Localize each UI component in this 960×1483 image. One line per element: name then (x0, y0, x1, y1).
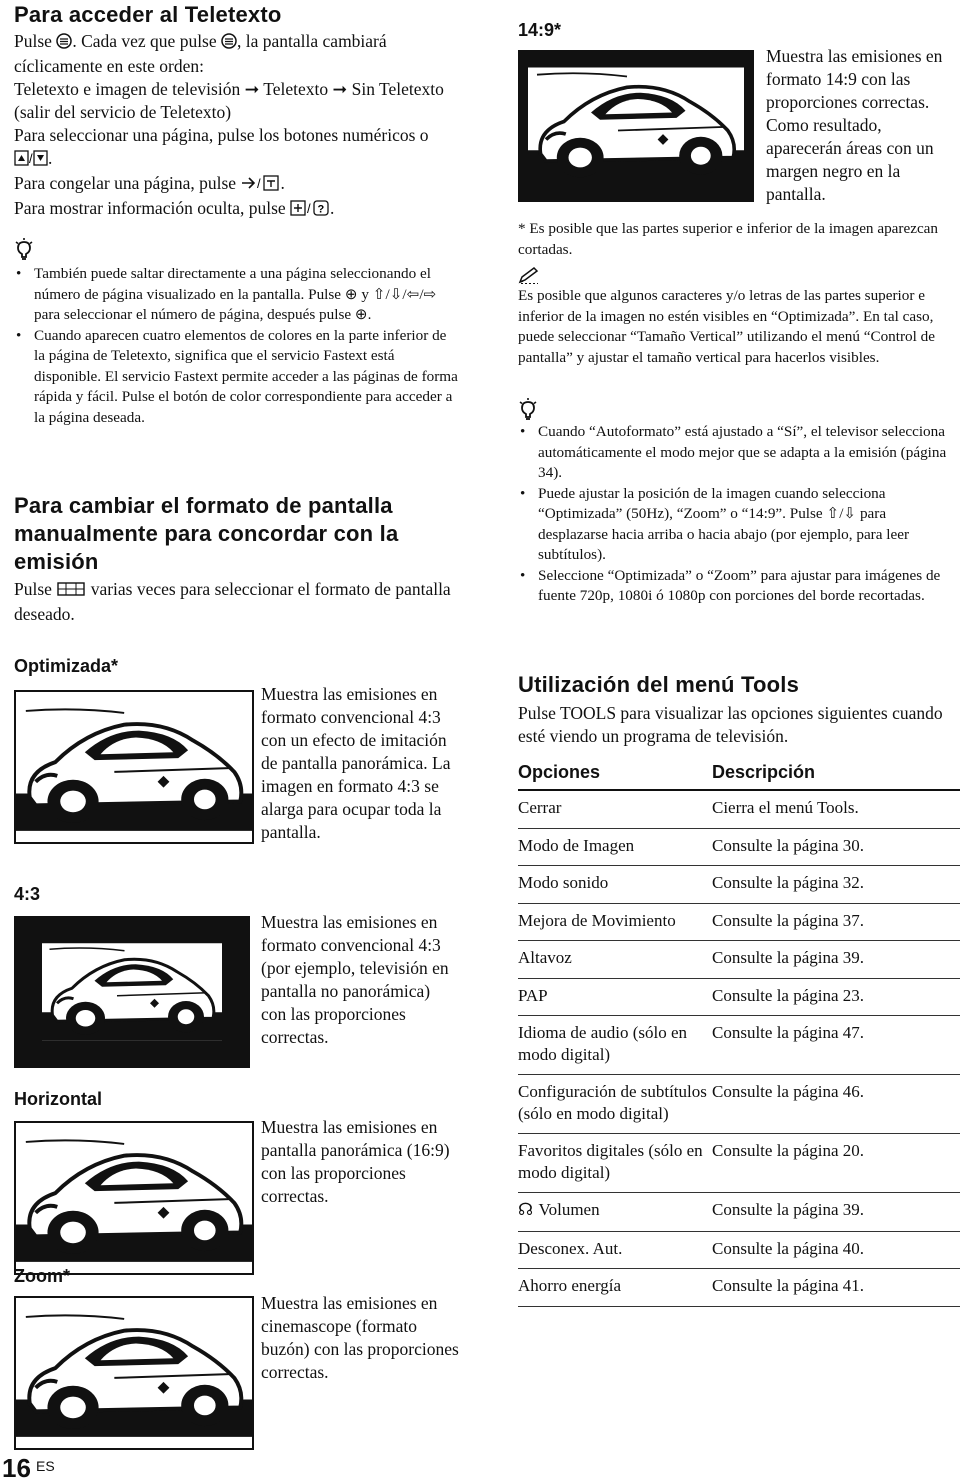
text: Pulse (14, 579, 57, 599)
format-tips (518, 422, 958, 607)
table-row (518, 1269, 960, 1307)
desc-cell: Consulte la página 40. (712, 1231, 960, 1269)
desc-cell: Cierra el menú Tools. (712, 790, 960, 828)
desc-cell: Consulte la página 32. (712, 866, 960, 904)
table-row (518, 1231, 960, 1269)
ok-button-icon: ⊕ (344, 285, 358, 303)
page-number: 16 (2, 1453, 31, 1483)
text: para desplazarse hacia arriba o hacia abajo (por ejemplo, para leer subtítulos). (538, 505, 910, 563)
format-label-optimizada: Optimizada* (14, 656, 119, 676)
up-down-arrows-icon: ⇧/⇩ (826, 505, 857, 522)
teletext-body (14, 30, 459, 222)
table-row (518, 1075, 960, 1134)
option-cell: Idioma de audio (sólo en modo digital) (518, 1016, 712, 1075)
format-note: Es posible que algunos caracteres y/o letras de las partes superior e inferior de la imagen no estén visibles en “Optimizada”. En tal caso, puede seleccionar “Tamaño Vertical” utilizando el menú “Control de pantalla” y ajustar el tamaño vertical para hacerlos visibles. (518, 287, 935, 366)
language-code: ES (36, 1458, 55, 1474)
car-image-optimizada (14, 690, 254, 844)
format-label-14-9: 14:9* (518, 20, 562, 40)
svg-text:/: / (307, 201, 311, 216)
table-row (518, 866, 960, 904)
arrow-keys-icon: ⇧/⇩/⇦/⇨ (372, 285, 437, 303)
col-header-description: Descripción (712, 758, 960, 790)
hint-bulb-icon (14, 238, 34, 262)
teletext-paragraph-4: Para mostrar información oculta, pulse / ? . (14, 197, 459, 222)
format-intro (14, 578, 459, 626)
tools-table (518, 758, 960, 1307)
option-cell (518, 1193, 712, 1232)
svg-text:?: ? (317, 203, 325, 216)
desc-cell: Consulte la página 46. (712, 1075, 960, 1134)
teletext-button-icon (56, 32, 72, 55)
teletext-title: Para acceder al Teletexto (14, 2, 282, 27)
teletext-paragraph-1 (14, 30, 459, 78)
format-desc-4-3: Muestra las emisiones en formato convencional 4:3 (por ejemplo, televisión en pantalla no panorámica) con las proporciones correctas. (261, 912, 449, 1047)
wide-mode-icon (56, 580, 86, 603)
table-row (518, 1134, 960, 1193)
table-row (518, 941, 960, 979)
hold-icon (240, 174, 280, 197)
option-cell: Desconex. Aut. (518, 1231, 712, 1269)
car-image-14-9 (528, 54, 744, 198)
car-image-4-3 (42, 918, 222, 1066)
text: varias veces para seleccionar el formato de pantalla deseado. (14, 579, 451, 624)
tools-intro: Pulse TOOLS para visualizar las opciones siguientes cuando esté viendo un programa de televisión. (518, 703, 943, 746)
text: Volumen (538, 1200, 600, 1219)
table-row (518, 903, 960, 941)
table-row (518, 1193, 960, 1232)
table-row (518, 1016, 960, 1075)
text: Sin Teletexto (salir del servicio de Teletexto) (14, 79, 444, 122)
desc-cell: Consulte la página 39. (712, 941, 960, 979)
format-label-zoom: Zoom* (14, 1266, 70, 1286)
table-header-row (518, 758, 960, 790)
option-cell: Modo sonido (518, 866, 712, 904)
teletext-paragraph-2: Para seleccionar una página, pulse los botones numéricos o / . (14, 124, 459, 172)
option-cell: PAP (518, 978, 712, 1016)
desc-cell: Consulte la página 23. (712, 978, 960, 1016)
format-desc-14-9: Muestra las emisiones en formato 14:9 con las proporciones correctas. Como resultado, aparecerán áreas con un margen negro en la pantalla. (766, 46, 943, 204)
text: para seleccionar el número de página, después pulse (34, 306, 355, 323)
list-item (518, 484, 958, 566)
desc-cell: Consulte la página 20. (712, 1134, 960, 1193)
text: Para congelar una página, pulse (14, 173, 241, 193)
car-image-horizontal (14, 1121, 254, 1275)
ok-button-icon: ⊕ (354, 306, 368, 323)
desc-cell: Consulte la página 30. (712, 828, 960, 866)
page-up-down-icon (14, 149, 48, 172)
format-desc-horizontal: Muestra las emisiones en pantalla panorámica (16:9) con las proporciones correctas. (261, 1117, 450, 1206)
desc-cell: Consulte la página 37. (712, 903, 960, 941)
text: Pulse (14, 31, 57, 51)
list-item: • Cuando “Autoformato” está ajustado a “Sí”, el televisor selecciona automáticamente el modo mejor que se adapta a la emisión (página 34). (518, 422, 958, 484)
option-cell: Altavoz (518, 941, 712, 979)
table-row (518, 828, 960, 866)
text: , la pantalla cambiará cíclicamente en este orden: (14, 31, 387, 76)
option-cell: Favoritos digitales (sólo en modo digital) (518, 1134, 712, 1193)
svg-text:/: / (29, 151, 33, 166)
letterbox-frame (518, 50, 754, 202)
text: Teletexto e imagen de televisión (14, 79, 245, 99)
arrow-right-icon: ➞ (244, 79, 260, 99)
format-label-4-3: 4:3 (14, 884, 41, 904)
option-cell: Ahorro energía (518, 1269, 712, 1307)
text: . Cada vez que pulse (72, 31, 222, 51)
text: Teletexto (259, 79, 333, 99)
desc-cell: Consulte la página 41. (712, 1269, 960, 1307)
col-header-options: Opciones (518, 758, 712, 790)
table-row (518, 978, 960, 1016)
option-cell: Cerrar (518, 790, 712, 828)
format-label-horizontal: Horizontal (14, 1089, 102, 1109)
option-cell: Modo de Imagen (518, 828, 712, 866)
teletext-sequence (14, 78, 459, 124)
svg-text:/: / (257, 176, 262, 191)
tools-title: Utilización del menú Tools (518, 672, 800, 697)
format-footnote: * Es posible que las partes superior e inferior de la imagen aparezcan cortadas. (518, 220, 939, 258)
note-pencil-icon (518, 266, 540, 284)
option-cell: Mejora de Movimiento (518, 903, 712, 941)
option-cell: Configuración de subtítulos (sólo en modo digital) (518, 1075, 712, 1134)
reveal-icon (290, 199, 330, 222)
teletext-paragraph-3: Para congelar una página, pulse / . (14, 172, 459, 197)
text: Para mostrar información oculta, pulse (14, 198, 291, 218)
format-title: Para cambiar el formato de pantalla manualmente para concordar con la emisión (14, 493, 399, 574)
hint-bulb-icon (518, 398, 538, 422)
text: También puede saltar directamente a una página seleccionando el número de página visualizado en la pantalla. Pulse (34, 265, 432, 303)
text: y (357, 285, 373, 303)
list-item: • Cuando aparecen cuatro elementos de colores en la parte inferior de la página de Teletexto, significa que el servicio Fastext está disponible. El servicio Fastext permite acceder a las páginas de forma rápida y fácil. Pulse el botón de color correspondiente para acceder a la página deseada. (14, 326, 459, 429)
desc-cell: Consulte la página 39. (712, 1193, 960, 1232)
desc-cell: Consulte la página 47. (712, 1016, 960, 1075)
pillarbox-frame (14, 916, 250, 1068)
format-desc-optimizada: Muestra las emisiones en formato convencional 4:3 con un efecto de imitación de pantalla panorámica. La imagen en formato 4:3 se alarga para ocupar toda la pantalla. (261, 684, 451, 842)
table-row (518, 790, 960, 828)
list-item: • También puede saltar directamente a una página seleccionando el número de página visualizado en la pantalla. Pulse ⊕ y ⇧/⇩/⇦/⇨ para seleccionar el número de página, después pulse ⊕. (14, 264, 459, 326)
list-item: • Seleccione “Optimizada” o “Zoom” para ajustar para imágenes de fuente 720p, 1080i ó 1080p con porciones del borde recortadas. (518, 566, 958, 607)
arrow-right-icon: ➞ (332, 79, 348, 99)
teletext-button-icon (221, 32, 237, 55)
car-image-zoom (14, 1296, 254, 1450)
text: Para seleccionar una página, pulse los botones numéricos o (14, 125, 429, 145)
headphones-icon: ☊ (518, 1200, 539, 1220)
teletext-tips (14, 264, 459, 428)
text: Puede ajustar la posición de la imagen cuando selecciona “Optimizada” (50Hz), “Zoom” o “14:9”. Pulse (538, 484, 886, 522)
format-desc-zoom: Muestra las emisiones en cinemascope (formato buzón) con las proporciones correctas. (261, 1293, 459, 1382)
